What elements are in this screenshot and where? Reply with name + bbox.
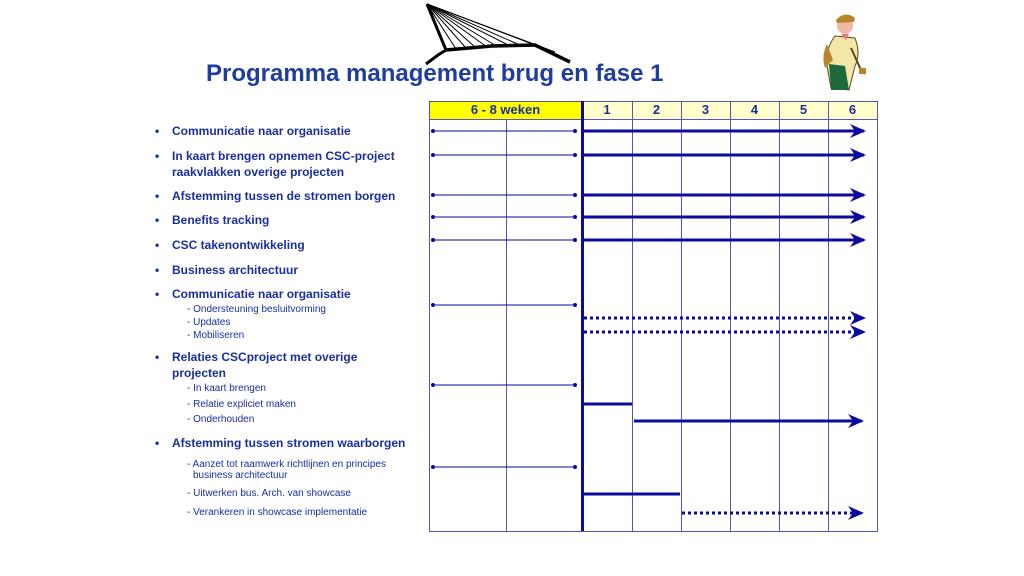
subactivity-aanzet-raamwerk: - Aanzet tot raamwerk richtlijnen en principes	[187, 459, 386, 470]
bullet: •	[155, 287, 160, 301]
bullet: •	[155, 213, 160, 227]
header-week-1: 1	[582, 101, 632, 119]
phase-bars	[584, 131, 864, 513]
header-week-5: 5	[779, 101, 828, 119]
header-week-6: 6	[828, 101, 877, 119]
subactivity-verankeren: - Verankeren in showcase implementatie	[187, 507, 368, 518]
bullet: •	[155, 149, 160, 163]
subactivity-uitwerken: - Uitwerken bus. Arch. van showcase	[187, 488, 351, 499]
subactivity-in-kaart-brengen: - In kaart brengen	[187, 383, 266, 394]
subactivity-updates: - Updates	[187, 317, 231, 328]
bullet: •	[155, 238, 160, 252]
subactivity-aanzet-raamwerk-line2: business architectuur	[193, 470, 288, 481]
header-prephase: 6 - 8 weken	[429, 101, 582, 119]
header-week-3: 3	[681, 101, 730, 119]
activity-list: • Communicatie naar organisatie • In kaart brengen opnemen CSC-project raakvlakken overige projecten • Afstemming tussen de stromen borgen • Benefits tracking • CSC takenontwikkeling • Business architectuur • Communicatie naar organisatie - Ondersteuning besluitvorming - Updates - Mobiliseren • Relaties CSCproject met overige projecten - In kaart brengen - Relatie expliciet maken - Onderhouden • Afstemming tussen stromen waarborgen - Aanzet tot raamwerk richtlijnen en principes business architectuur - Uitwerken bus. Arch. van showcase - Verankeren in showcase implementatie	[155, 124, 406, 518]
header-week-4: 4	[730, 101, 779, 119]
header-week-2: 2	[632, 101, 681, 119]
subactivity-onderhouden: - Onderhouden	[187, 414, 255, 425]
bullet: •	[155, 263, 160, 277]
subactivity-relatie-expliciet: - Relatie expliciet maken	[187, 399, 296, 410]
page-title: Programma management brug en fase 1	[206, 60, 664, 87]
bullet: •	[155, 189, 160, 203]
bullet: •	[155, 436, 160, 450]
bullet: •	[155, 124, 160, 138]
subactivity-mobiliseren: - Mobiliseren	[187, 330, 245, 341]
prephase-bars	[433, 131, 575, 467]
bullet: •	[155, 350, 160, 364]
subactivity-ondersteuning: - Ondersteuning besluitvorming	[187, 304, 326, 315]
